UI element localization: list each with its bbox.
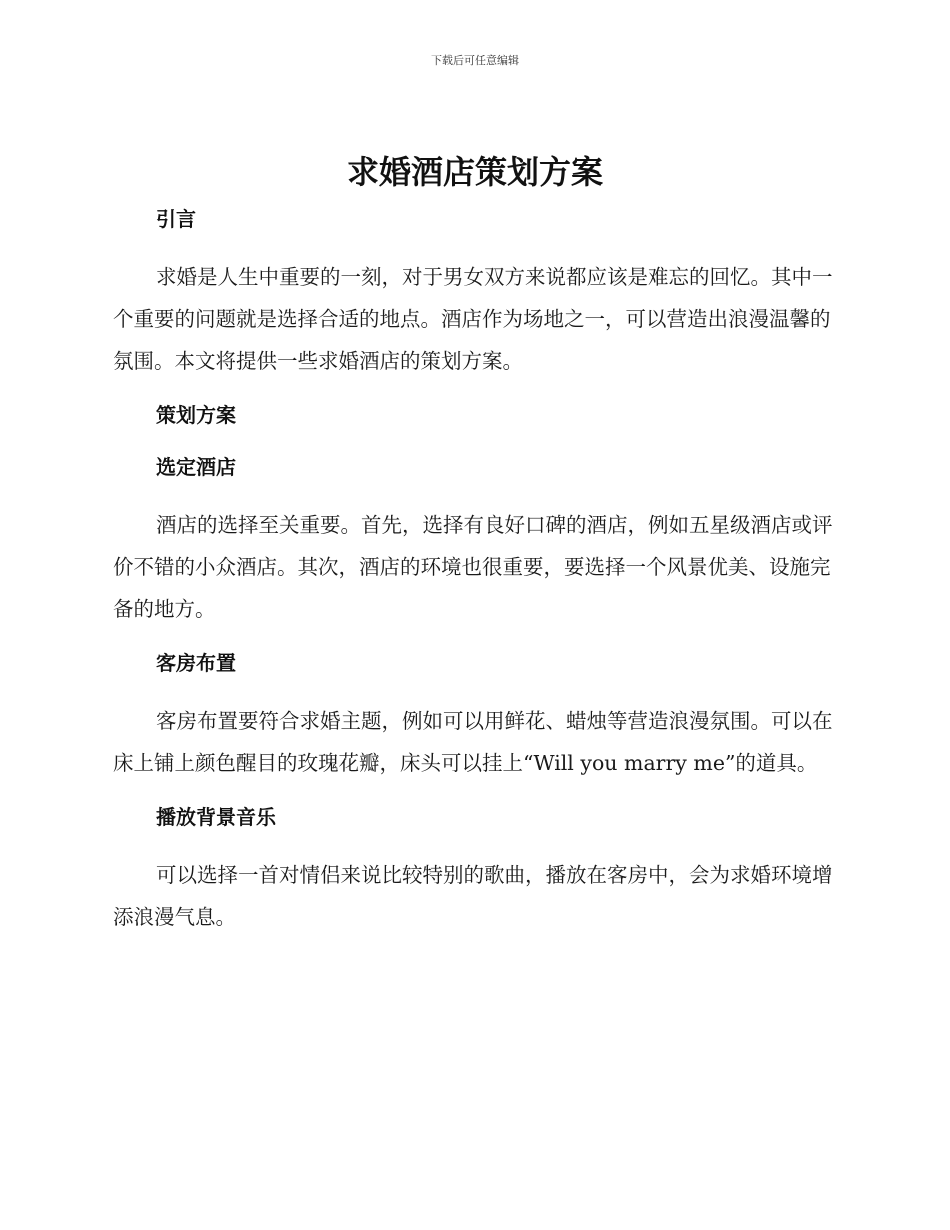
page-header: 下载后可任意编辑: [431, 54, 519, 67]
section-heading-music: 播放背景音乐: [156, 805, 276, 829]
section-heading-room: 客房布置: [156, 651, 236, 675]
section-heading-plan: 策划方案: [156, 403, 236, 427]
paragraph-intro: 求婚是人生中重要的一刻，对于男女双方来说都应该是难忘的回忆。其中一个重要的问题就是选择合适的地点。酒店作为场地之一，可以营造出浪漫温馨的氛围。本文将提供一些求婚酒店的策划方案。: [113, 265, 833, 373]
document-title: 求婚酒店策划方案: [346, 153, 603, 191]
section-heading-hotel: 选定酒店: [156, 455, 236, 479]
paragraph-hotel: 酒店的选择至关重要。首先，选择有良好口碑的酒店，例如五星级酒店或评价不错的小众酒店。其次，酒店的环境也很重要，要选择一个风景优美、设施完备的地方。: [113, 513, 833, 621]
section-heading-intro: 引言: [156, 207, 196, 231]
document-body: [113, 202, 838, 938]
paragraph-room: 客房布置要符合求婚主题，例如可以用鲜花、蜡烛等营造浪漫氛围。可以在床上铺上颜色醒目的玫瑰花瓣，床头可以挂上“Will you marry me”的道具。: [113, 709, 833, 775]
paragraph-music: 可以选择一首对情侣来说比较特别的歌曲，播放在客房中，会为求婚环境增添浪漫气息。: [113, 863, 833, 929]
